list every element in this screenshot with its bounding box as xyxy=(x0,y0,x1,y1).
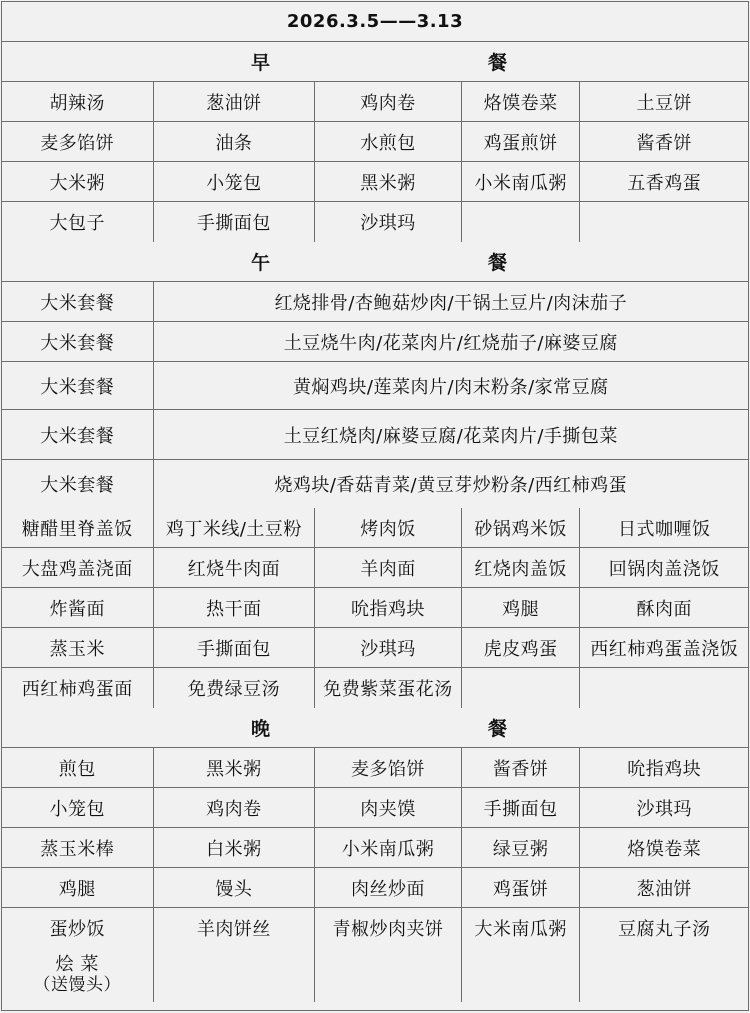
menu-item: 青椒炒肉夹饼 xyxy=(315,908,462,948)
lunch-set-row xyxy=(2,410,748,460)
menu-cell-empty xyxy=(462,202,581,242)
menu-item: 蛋炒饭 xyxy=(2,908,154,948)
menu-item: 免费绿豆汤 xyxy=(154,668,316,708)
menu-cell-empty xyxy=(315,948,462,1002)
menu-item: 红烧肉盖饭 xyxy=(462,548,581,587)
menu-item: 沙琪玛 xyxy=(315,202,462,242)
menu-item: 西红柿鸡蛋面 xyxy=(2,668,154,708)
breakfast-header-row xyxy=(2,42,748,82)
menu-table xyxy=(1,1,749,1011)
menu-item: 酱香饼 xyxy=(636,132,692,154)
menu-item: 鸡丁米线/土豆粉 xyxy=(154,508,316,547)
menu-item: 鸡蛋煎饼 xyxy=(462,122,581,161)
lunch-set-dishes: 黄焖鸡块/莲菜肉片/肉末粉条/家常豆腐 xyxy=(292,376,609,398)
menu-item: 大包子 xyxy=(2,202,154,242)
menu-item: 酥肉面 xyxy=(636,598,692,620)
lunch-set-label: 大米套餐 xyxy=(2,282,154,321)
menu-item: 烤肉饭 xyxy=(315,508,462,547)
menu-item: 鸡肉卷 xyxy=(315,82,462,121)
menu-item: 手撕面包 xyxy=(154,202,316,242)
menu-item: 麦多馅饼 xyxy=(2,122,154,161)
lunch-set-dishes: 烧鸡块/香菇青菜/黄豆芽炒粉条/西红柿鸡蛋 xyxy=(274,475,628,496)
menu-item: 回锅肉盖浇饭 xyxy=(608,558,720,580)
menu-item: 黑米粥 xyxy=(154,748,316,787)
lunch-set-row xyxy=(2,322,748,362)
menu-item: 鸡蛋饼 xyxy=(462,868,581,907)
menu-item: 葱油饼 xyxy=(636,878,692,900)
menu-item: 手撕面包 xyxy=(462,788,581,827)
dinner-header-row xyxy=(2,708,748,748)
menu-date-title: 2026.3.5——3.13 xyxy=(286,11,464,32)
lunch-heading-right: 餐 xyxy=(487,252,507,274)
lunch-set-label: 大米套餐 xyxy=(2,322,154,361)
stew-label: 烩 菜 xyxy=(55,954,99,975)
lunch-header-row xyxy=(2,242,748,282)
menu-row xyxy=(2,828,748,868)
menu-item: 糖醋里脊盖饭 xyxy=(2,508,154,547)
menu-item: 小笼包 xyxy=(154,162,316,201)
menu-item: 羊肉面 xyxy=(315,548,462,587)
lunch-set-row xyxy=(2,362,748,410)
menu-item: 胡辣汤 xyxy=(2,82,154,121)
lunch-set-dishes: 土豆烧牛肉/花菜肉片/红烧茄子/麻婆豆腐 xyxy=(283,332,618,354)
menu-item: 油条 xyxy=(154,122,316,161)
menu-item: 馒头 xyxy=(154,868,316,907)
menu-row xyxy=(2,628,748,668)
menu-item: 白米粥 xyxy=(154,828,316,867)
breakfast-heading-left: 早 xyxy=(251,52,271,74)
menu-row xyxy=(2,162,748,202)
menu-item: 鸡腿 xyxy=(462,588,581,627)
menu-item: 虎皮鸡蛋 xyxy=(462,628,581,667)
lunch-set-label: 大米套餐 xyxy=(2,362,154,409)
menu-item: 炸酱面 xyxy=(2,588,154,627)
menu-item: 沙琪玛 xyxy=(315,628,462,667)
menu-item: 水煎包 xyxy=(315,122,462,161)
menu-row xyxy=(2,788,748,828)
menu-item: 吮指鸡块 xyxy=(627,758,702,780)
lunch-heading-left: 午 xyxy=(251,252,271,274)
menu-item: 砂锅鸡米饭 xyxy=(462,508,581,547)
menu-item: 酱香饼 xyxy=(462,748,581,787)
menu-item: 手撕面包 xyxy=(154,628,316,667)
menu-item: 绿豆粥 xyxy=(462,828,581,867)
dinner-heading-left: 晚 xyxy=(251,718,271,740)
menu-item: 小米南瓜粥 xyxy=(462,162,581,201)
menu-item: 土豆饼 xyxy=(636,92,692,114)
menu-item: 大米粥 xyxy=(2,162,154,201)
menu-item: 西红柿鸡蛋盖浇饭 xyxy=(590,638,739,660)
menu-row xyxy=(2,588,748,628)
menu-row xyxy=(2,748,748,788)
menu-row xyxy=(2,908,748,948)
menu-item: 沙琪玛 xyxy=(636,798,692,820)
dinner-heading xyxy=(2,708,748,747)
breakfast-heading-right: 餐 xyxy=(487,52,507,74)
menu-item: 鸡腿 xyxy=(2,868,154,907)
menu-item: 小米南瓜粥 xyxy=(315,828,462,867)
menu-item: 羊肉饼丝 xyxy=(154,908,316,948)
menu-cell-empty xyxy=(580,668,748,708)
menu-item: 小笼包 xyxy=(2,788,154,827)
menu-row xyxy=(2,668,748,708)
title-row xyxy=(2,2,748,42)
lunch-set-row xyxy=(2,460,748,508)
lunch-set-dishes: 红烧排骨/杏鲍菇炒肉/干锅土豆片/肉沫茄子 xyxy=(274,292,628,314)
menu-row xyxy=(2,868,748,908)
menu-item: 葱油饼 xyxy=(154,82,316,121)
lunch-heading xyxy=(2,242,748,281)
menu-item: 蒸玉米棒 xyxy=(2,828,154,867)
menu-item: 肉丝炒面 xyxy=(315,868,462,907)
lunch-set-dishes: 土豆红烧肉/麻婆豆腐/花菜肉片/手撕包菜 xyxy=(283,425,618,447)
menu-row xyxy=(2,82,748,122)
menu-item: 红烧牛肉面 xyxy=(154,548,316,587)
menu-item: 鸡肉卷 xyxy=(154,788,316,827)
menu-row xyxy=(2,508,748,548)
menu-item: 烙馍卷菜 xyxy=(627,838,702,860)
menu-item: 麦多馅饼 xyxy=(315,748,462,787)
menu-item: 热干面 xyxy=(154,588,316,627)
menu-item: 吮指鸡块 xyxy=(315,588,462,627)
menu-row xyxy=(2,548,748,588)
lunch-set-label: 大米套餐 xyxy=(2,410,154,459)
menu-row xyxy=(2,122,748,162)
menu-item: 烙馍卷菜 xyxy=(462,82,581,121)
menu-row xyxy=(2,202,748,242)
menu-cell-stew xyxy=(2,948,154,1002)
lunch-set-label: 大米套餐 xyxy=(2,460,154,508)
menu-cell-empty xyxy=(154,948,316,1002)
menu-item: 大米南瓜粥 xyxy=(462,908,581,948)
menu-item: 大盘鸡盖浇面 xyxy=(2,548,154,587)
menu-item: 煎包 xyxy=(2,748,154,787)
menu-cell-empty xyxy=(580,202,748,242)
menu-item: 蒸玉米 xyxy=(2,628,154,667)
menu-item: 日式咖喱饭 xyxy=(617,518,711,540)
menu-cell-empty xyxy=(580,948,748,1002)
menu-item: 五香鸡蛋 xyxy=(627,172,702,194)
menu-item: 肉夹馍 xyxy=(315,788,462,827)
lunch-set-row xyxy=(2,282,748,322)
menu-item: 豆腐丸子汤 xyxy=(617,919,711,940)
stew-note: （送馒头） xyxy=(33,975,122,995)
dinner-heading-right: 餐 xyxy=(487,718,507,740)
menu-cell-empty xyxy=(462,668,581,708)
menu-cell-empty xyxy=(462,948,581,1002)
menu-item: 黑米粥 xyxy=(315,162,462,201)
breakfast-heading xyxy=(2,42,748,81)
menu-item: 免费紫菜蛋花汤 xyxy=(315,668,462,708)
dinner-last-row xyxy=(2,948,748,1002)
